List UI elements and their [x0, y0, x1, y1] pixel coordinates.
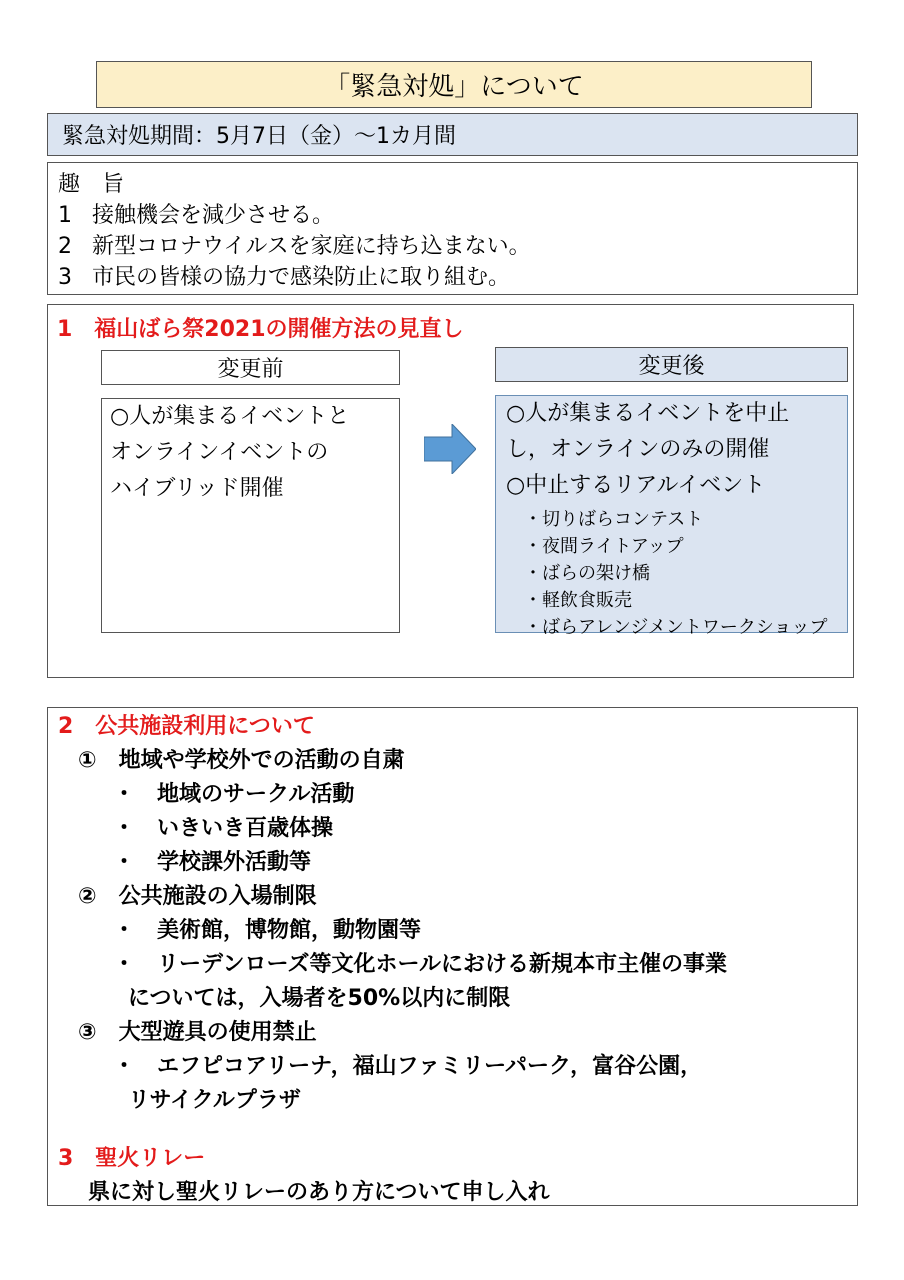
purpose-item-text: 接触機会を減少させる。 [92, 203, 335, 228]
cancelled-event-item: ・ばらの架け橋 [524, 563, 650, 584]
purpose-item-number: 2 [58, 234, 72, 259]
purpose-section [47, 162, 858, 295]
emergency-period [47, 113, 858, 156]
before-line: オンラインイベントの [110, 440, 329, 465]
after-line: し，オンラインのみの開催 [506, 437, 770, 462]
facility-sub-item: ・ いきいき百歳体操 [113, 816, 334, 841]
purpose-item-text: 新型コロナウイルスを家庭に持ち込まない。 [92, 234, 531, 259]
cancelled-event-item: ・ばらアレンジメントワークショップ [524, 617, 828, 638]
purpose-item-text: 市民の皆様の協力で感染防止に取り組む。 [92, 265, 511, 290]
facility-sub-item: ・ リーデンローズ等文化ホールにおける新規本市主催の事業 [113, 952, 728, 977]
purpose-item [58, 200, 857, 231]
facility-sub-item: ・ 美術館，博物館，動物園等 [113, 918, 422, 943]
before-line: ハイブリッド開催 [110, 476, 284, 501]
page-title-text: 「緊急対処」について [324, 72, 584, 102]
purpose-item [58, 231, 857, 262]
page-title [96, 61, 812, 108]
purpose-item-number: 1 [58, 203, 72, 228]
facility-sub-item-continued: については，入場者を50%以内に制限 [128, 986, 511, 1011]
before-label [101, 350, 400, 385]
section1-heading: 1 福山ばら祭2021の開催方法の見直し [57, 317, 464, 342]
before-label-text: 変更前 [217, 357, 284, 382]
cancelled-event-item: ・夜間ライトアップ [524, 536, 684, 557]
after-line: ○中止するリアルイベント [506, 473, 766, 498]
purpose-item-number: 3 [58, 265, 72, 290]
facility-item-2: ② 公共施設の入場制限 [78, 884, 317, 909]
purpose-heading: 趣 旨 [58, 172, 125, 197]
after-label [495, 347, 848, 382]
facility-sub-item: ・ エフピコアリーナ，福山ファミリーパーク，富谷公園， [113, 1054, 703, 1079]
section3-text: 県に対し聖火リレーのあり方について申し入れ [88, 1180, 550, 1205]
facility-sub-item-continued: リサイクルプラザ [128, 1088, 301, 1113]
facility-item-3: ③ 大型遊具の使用禁止 [78, 1020, 317, 1045]
facility-item-1: ① 地域や学校外での活動の自粛 [78, 748, 405, 773]
facility-sub-item: ・ 学校課外活動等 [113, 850, 312, 875]
emergency-period-text: 緊急対処期間：5月7日（金）～1カ月間 [62, 124, 456, 149]
facility-sub-item: ・ 地域のサークル活動 [113, 782, 355, 807]
after-line: ○人が集まるイベントを中止 [506, 401, 790, 426]
cancelled-event-item: ・切りばらコンテスト [524, 509, 704, 530]
cancelled-event-item: ・軽飲食販売 [524, 590, 632, 611]
section3-heading: 3 聖火リレー [58, 1146, 206, 1171]
before-line: ○人が集まるイベントと [110, 404, 350, 429]
after-content [495, 395, 848, 638]
after-label-text: 変更後 [638, 354, 705, 379]
purpose-item [58, 262, 857, 293]
section2-box [47, 707, 858, 1206]
section2-heading: 2 公共施設利用について [58, 714, 315, 739]
before-content [101, 398, 400, 633]
right-arrow-icon [424, 424, 476, 474]
